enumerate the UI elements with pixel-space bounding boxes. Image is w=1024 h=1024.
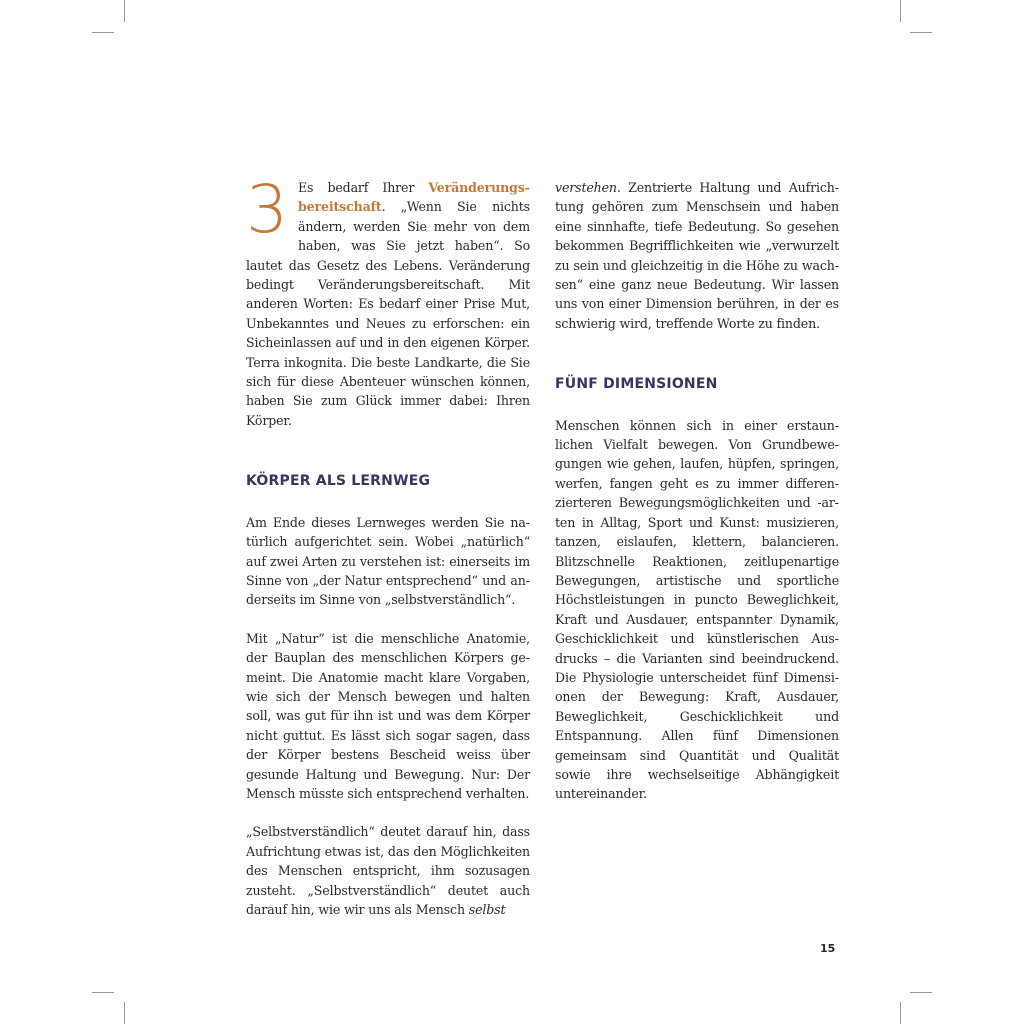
dropcap-number: 3 (246, 171, 288, 248)
section2-paragraph-1: Menschen können sich in einer erstaunlichen Vielfalt bewegen. Von Grundbewegungen wie gehen, laufen, hüpfen, springen, werfen, fangen geht es zu immer differenzierteren Bewegungsmöglichkeiten und -arten in Alltag, Sport und Kunst: musizieren, tanzen, eislaufen, klettern, balancieren. Blitzschnelle Reaktionen, zeitlupenartige Bewegungen, artistische und sportliche Höchstleistungen in puncto Beweglichkeit, Kraft und Ausdauer, entspannter Dynamik, Geschicklichkeit und künstlerischen Ausdrucks – die Varianten sind beeindruckend. Die Physiologie unterscheidet fünf Dimensionen der Bewegung: Kraft, Ausdauer, Beweglichkeit, Geschicklichkeit und Entspannung. Allen fünf Dimensionen gemeinsam sind Quantität und Qualität sowie ihre wechselseitige Abhängigkeit untereinander. (555, 417, 839, 802)
section-heading-koerper-als-lernweg: KÖRPER ALS LERNWEG (246, 473, 431, 490)
section-heading-fuenf-dimensionen: FÜNF DIMENSIONEN (555, 376, 718, 393)
crop-mark (900, 0, 901, 22)
crop-mark (92, 32, 114, 33)
crop-mark (910, 32, 932, 33)
crop-mark (900, 1002, 901, 1024)
intro-paragraph (246, 171, 530, 430)
section1-paragraph-1: Am Ende dieses Lernweges werden Sie natürlich aufgerichtet sein. Wobei „natürlich“ auf zwei Arten zu verstehen ist: einerseits im Sinne von „der Natur entsprechend“ und anderseits im Sinne von „selbstverständlich“. (246, 514, 530, 608)
right-column (555, 178, 839, 804)
crop-mark (124, 0, 125, 22)
page-number: 15 (820, 942, 836, 955)
continued-text: . Zentrierte Haltung und Aufrichtung gehören zum Menschsein und haben eine sinnhafte, tiefe Bedeutung. So gesehen bekommen Begrifflichkeiten wie „verwurzelt zu sein und gleichzeitig in die Höhe zu wachsen“ eine ganz neue Bedeutung. Wir lassen uns von einer Dimension berühren, in der es schwierig wird, treffende Worte zu finden. (555, 180, 839, 331)
section1-paragraph-3 (246, 822, 530, 919)
crop-mark (92, 992, 114, 993)
section1-paragraph-3-emphasis: selbst (468, 902, 506, 917)
crop-mark (910, 992, 932, 993)
section1-paragraph-3-text: „Selbstverständlich“ deutet darauf hin, dass Aufrichtung etwas ist, das den Möglichkeiten des Menschen entspricht, ihm sozusagen zusteht. „Selbstverständlich“ deutet auch darauf hin, wie wir uns als Mensch (246, 824, 530, 917)
intro-lead: Es bedarf Ihrer (298, 180, 429, 195)
left-column (246, 171, 530, 919)
section1-paragraph-2: Mit „Natur“ ist die menschliche Anatomie, der Bauplan des menschlichen Körpers gemeint. Die Anatomie macht klare Vorgaben, wie sich der Mensch bewegen und halten soll, was gut für ihn ist und was dem Körper nicht guttut. Es lässt sich sogar sagen, dass der Körper bestens Bescheid weiss über gesunde Haltung und Bewegung. Nur: Der Mensch müsste sich entsprechend verhalten. (246, 630, 530, 801)
intro-text: . „Wenn Sie nichts ändern, werden Sie mehr von dem haben, was Sie jetzt haben“. So lautet das Gesetz des Lebens. Veränderung bedingt Veränderungsbereitschaft. Mit anderen Worten: Es bedarf einer Prise Mut, Unbekanntes und Neues zu erforschen: ein Sicheinlassen auf und in den eigenen Körper. Terra inkognita. Die beste Landkarte, die Sie sich für diese Abenteuer wünschen können, haben Sie zum Glück immer dabei: Ihren Körper. (246, 199, 530, 428)
crop-mark (124, 1002, 125, 1024)
intro-highlight: Veränderungsbereitschaft (298, 180, 530, 215)
section1-paragraph-3-continued (555, 178, 839, 333)
continued-emphasis: verstehen (555, 180, 617, 195)
